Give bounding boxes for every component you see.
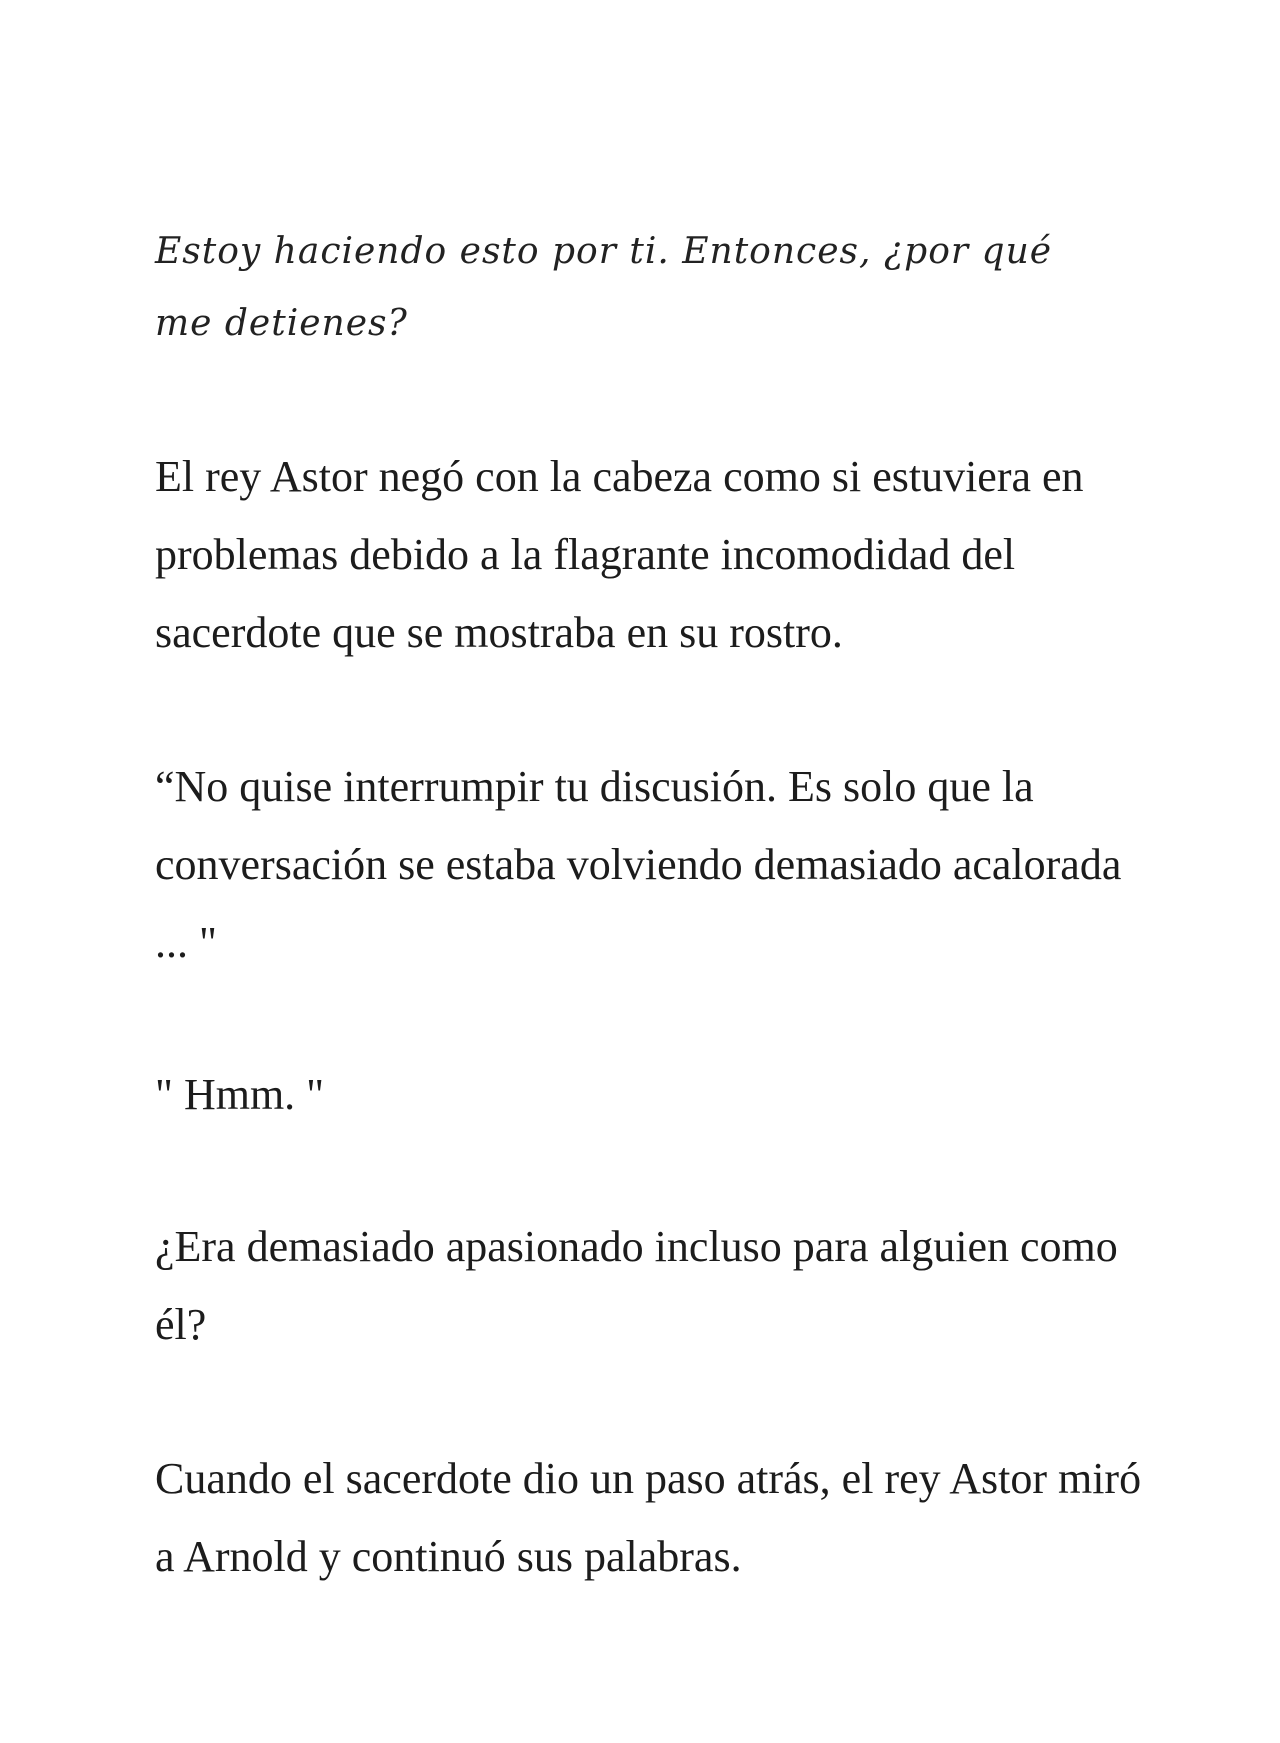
paragraph-1: El rey Astor negó con la cabeza como si estuviera en problemas debido a la flagrante incomodidad del sacerdote que se mostraba en su rostro. [155,452,1084,657]
paragraph-2: “No quise interrumpir tu discusión. Es solo que la conversación se estaba volviendo demasiado acalorada ... " [155,762,1122,967]
paragraph-3: " Hmm. " [155,1070,325,1119]
paragraph-4: ¿Era demasiado apasionado incluso para alguien como él? [155,1222,1118,1349]
italic-thought-text: Estoy haciendo esto por ti. Entonces, ¿por qué me detienes? [155,231,1053,344]
paragraph-5: Cuando el sacerdote dio un paso atrás, el rey Astor miró a Arnold y continuó sus palabras. [155,1454,1142,1581]
